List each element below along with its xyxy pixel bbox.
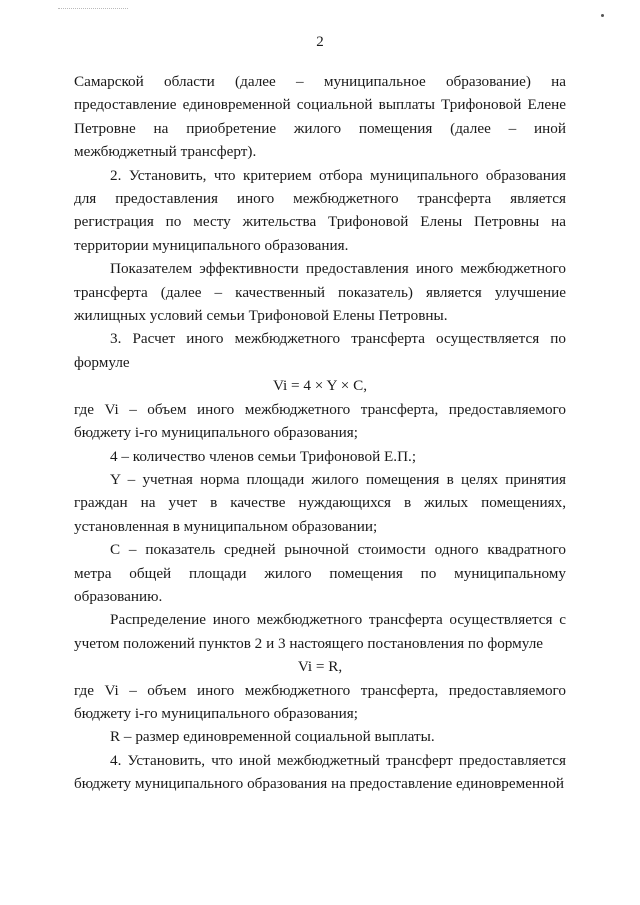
paragraph: где Vi – объем иного межбюджетного трансферта, предоставляемого бюджету i-го муниципального образования; [74,400,566,442]
paragraph: 4 – количество членов семьи Трифоновой Е.П.; [110,447,417,465]
paragraph: С – показатель средней рыночной стоимости одного квадратного метра общей площади жилого помещения по муниципальному образованию. [74,541,566,605]
page-number: 2 [316,34,324,50]
formula: Vi = 4 × Y × C, [272,377,368,395]
paragraph: 3. Расчет иного межбюджетного трансферта осуществляется по формуле [74,330,566,371]
paragraph: Самарской области (далее – муниципальное образование) на предоставление единовременной социальной выплаты Трифоновой Елене Петровне на приобретение жилого помещения (далее – иной межбюджетный трансферт). [74,73,566,161]
scan-artifact-top-left [58,8,128,12]
paragraph: Показателем эффективности предоставления иного межбюджетного трансферта (далее – качественный показатель) является улучшение жилищных условий семьи Трифоновой Елены Петровны. [74,260,566,325]
paragraph: 2. Установить, что критерием отбора муниципального образования для предоставления иного межбюджетного трансферта является регистрация по месту жительства Трифоновой Елены Петровны на территории муниципального образования. [74,166,566,254]
paragraph: 4. Установить, что иной межбюджетный трансферт предоставляется бюджету муниципального образования на предоставление единовременной [74,751,566,793]
paragraph: где Vi – объем иного межбюджетного трансферта, предоставляемого бюджету i-го муниципального образования; [74,681,566,722]
paragraph: Распределение иного межбюджетного трансферта осуществляется с учетом положений пунктов 2 и 3 настоящего постановления по формуле [74,611,566,652]
paragraph: Y – учетная норма площади жилого помещения в целях принятия граждан на учет в качестве нуждающихся в жилых помещениях, установленная в муниципальном образовании; [74,470,566,535]
formula: Vi = R, [297,658,343,676]
document-body [74,70,566,796]
paragraph: R – размер единовременной социальной выплаты. [110,728,435,746]
scan-artifact-top-right [601,14,604,17]
